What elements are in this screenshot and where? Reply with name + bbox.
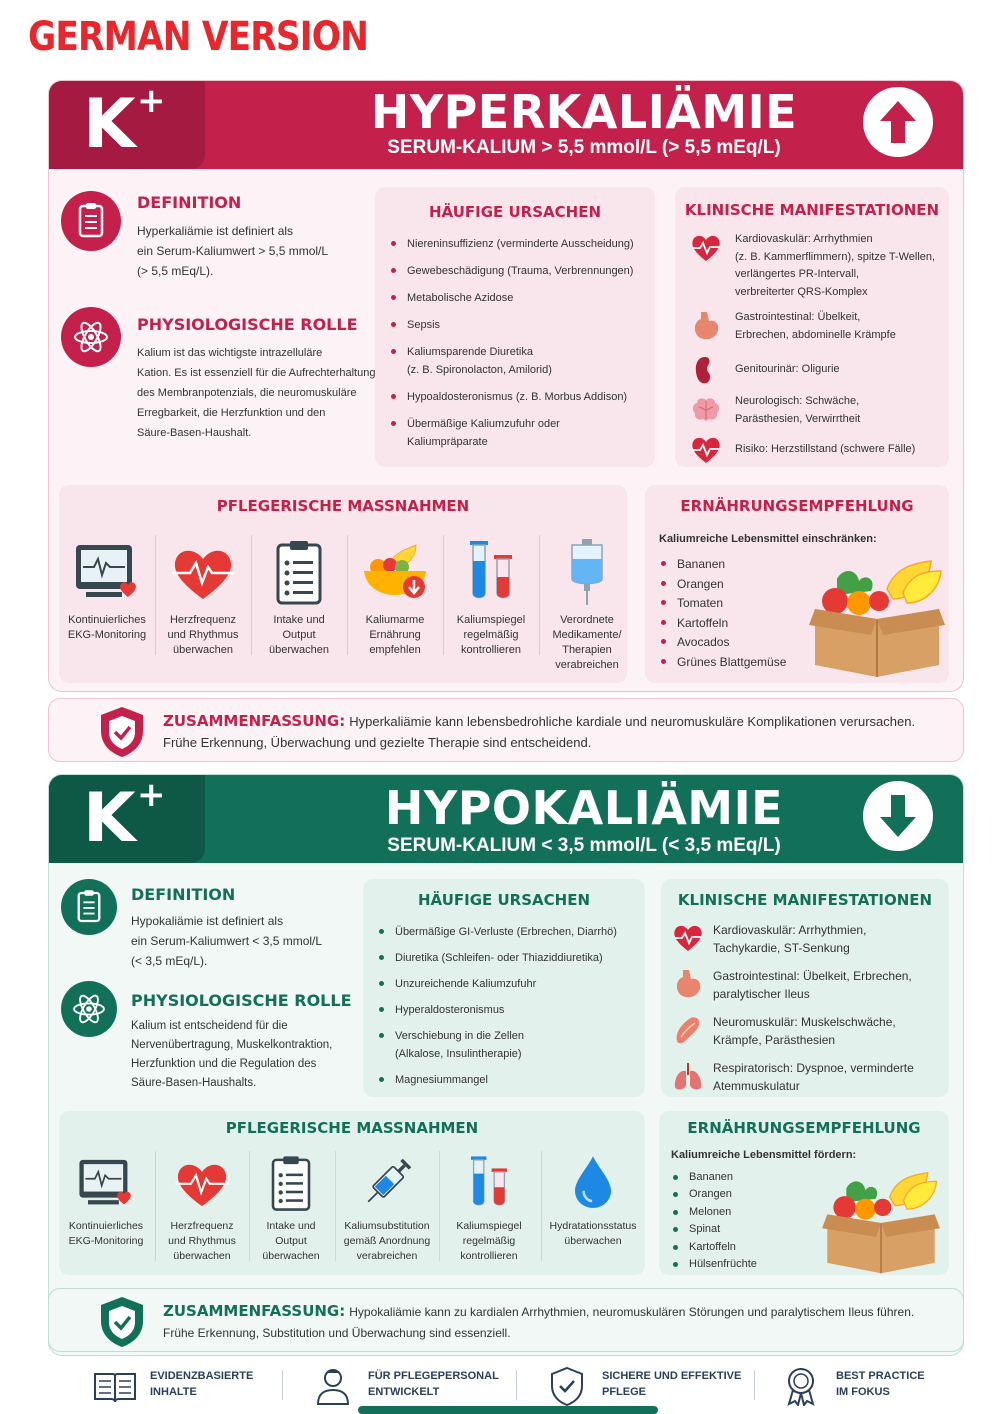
hypo-definition-text: Hypokaliämie ist definiert als ein Serum-Kaliumwert < 3,5 mmol/L (< 3,5 mEq/L). [131,914,323,968]
divider [516,1370,517,1400]
hyper-measures-card [59,485,627,683]
ecg-monitor-icon [76,1153,136,1213]
hyper-nutrition-title: ERNÄHRUNGSEMPFEHLUNG [680,497,914,515]
heart-icon [689,231,723,265]
test-tubes-icon [459,1153,519,1213]
hypokalemia-panel [48,774,964,1356]
hypo-causes-card [363,879,645,1097]
hypo-subtitle: SERUM-KALIUM < 3,5 mmol/L (< 3,5 mEq/L) [387,835,781,856]
hyper-clinical-title: KLINISCHE MANIFESTATIONEN [684,201,940,219]
clipboard-icon [264,537,334,607]
hyper-causes-title: HÄUFIGE URSACHEN [429,203,601,221]
hyper-physiology-title: PHYSIOLOGISCHE ROLLE [137,315,358,334]
food-box-icon [817,1171,945,1275]
hyper-physiology-text: Kalium ist das wichtigste intrazelluläre Kation. Es ist essenziell für die Aufrechterhaltung des Membranpotenzials, die neuromuskuläre Erregbarkeit, die Herzfunktion und den Säure-Basen-Haushalt. [137,347,376,439]
measure-item: Kaliumarme Ernährung empfehlen [347,529,443,679]
list-item: Unzureichende Kaliumzufuhr [375,975,641,993]
hypo-definition-title: DEFINITION [131,885,236,904]
water-drop-icon [563,1153,623,1213]
measure-item: Kaliumspiegel regelmäßig kontrollieren [439,1145,539,1295]
hyper-clinical-card: KLINISCHE MANIFESTATIONEN Kardiovaskulär: Arrhythmien (z. B. Kammerflimmern), spitze T-Wellen, verlängertes PR-Intervall, verbreiterter QRS-Komplex Gastrointestinal: Übelkeit, Erbrechen, abdominelle Krämpfe Genitourinär: Oligurie Neurologisch: Schwäche, Parästhesien, Verwirrtheit Risiko: Herzstillstand (schwere Fälle) [675,187,949,467]
brain-icon [689,393,723,427]
arrow-up-icon [863,87,933,157]
list-item: Übermäßige GI-Verluste (Erbrechen, Diarrhö) [375,923,641,941]
list-item: Übermäßige Kaliumzufuhr oder Kaliumpräparate [387,415,649,451]
k-superscript: + [137,775,166,815]
list-item: Bananen [657,555,807,575]
measure-item: Herzfrequenz und Rhythmus überwachen [155,529,251,679]
heart-rhythm-icon [172,1153,232,1213]
list-item: Avocados [657,633,807,653]
measure-item: Intake und Output überwachen [249,1145,333,1295]
hypo-measures-card [59,1111,645,1275]
measure-item: Kaliumsubstitution gemäß Anordnung verabreichen [335,1145,439,1295]
hyper-causes-card [375,187,655,467]
list-item: Gewebeschädigung (Trauma, Verbrennungen) [387,262,649,280]
hyper-definition-text: Hyperkaliämie ist definiert als ein Serum-Kaliumwert > 5,5 mmol/L (> 5,5 mEq/L). [137,224,329,278]
version-label: GERMAN VERSION [28,14,369,60]
hypo-summary [48,1288,964,1352]
footer-accent-bar [358,1406,658,1414]
hypo-nutrition-card [659,1111,949,1275]
syringe-icon [357,1153,417,1213]
book-icon [92,1366,138,1406]
arrow-down-icon [863,781,933,851]
measure-item: Intake und Output überwachen [251,529,347,679]
list-item: Kartoffeln [657,614,807,634]
clipboard-icon [61,879,117,935]
shield-check-icon [95,1293,149,1349]
atom-icon [61,307,121,367]
hypo-title: HYPOKALIÄMIE [384,781,784,835]
test-tubes-icon [456,537,526,607]
footer: EVIDENZBASIERTE INHALTE FÜR PFLEGEPERSONAL ENTWICKELT SICHERE UND EFFEKTIVE PFLEGE BEST PRACTICE IM FOKUS [48,1362,964,1414]
ecg-monitor-icon [72,537,142,607]
lungs-icon [671,1059,705,1093]
hypo-summary-text: ZUSAMMENFASSUNG: Hypokaliämie kann zu kardialen Arrhythmien, neuromuskulären Störungen und paralytischem Ileus führen. Frühe Erkennung, Substitution und Überwachung sind essenziell. [163,1302,915,1340]
list-item: Bananen [669,1169,809,1186]
list-item: Tomaten [657,594,807,614]
measure-item: Herzfrequenz und Rhythmus überwachen [155,1145,249,1295]
measure-item: Hydratationsstatus überwachen [541,1145,645,1295]
list-item: Melonen [669,1204,809,1221]
list-item: Magnesiummangel [375,1071,641,1089]
hyper-header [49,81,963,169]
list-item: Kaliumsparende Diuretika (z. B. Spironolacton, Amilorid) [387,343,649,379]
award-icon [778,1366,824,1406]
heart-icon [671,921,705,955]
hyper-causes-list [387,235,649,451]
list-item: Kartoffeln [669,1239,809,1256]
hyper-nutrition-intro: Kaliumreiche Lebensmittel einschränken: [659,533,877,545]
hyperkalemia-panel [48,80,964,692]
hypo-header [49,775,963,863]
list-item: Orangen [657,575,807,595]
kidney-icon [689,353,723,387]
nurse-icon [310,1366,356,1406]
list-item: Grünes Blattgemüse [657,653,807,673]
iv-bag-icon [552,537,622,607]
hypo-k-badge [49,775,205,863]
list-item: Hyperaldosteronismus [375,1001,641,1019]
measure-item: Kontinuierliches EKG-Monitoring [59,1145,153,1295]
hypo-measures-title: PFLEGERISCHE MASSNAHMEN [225,1119,479,1137]
hyper-subtitle: SERUM-KALIUM > 5,5 mmol/L (> 5,5 mEq/L) [387,137,781,158]
hyper-summary [48,698,964,762]
food-box-icon [807,559,947,679]
list-item: Hypoaldosteronismus (z. B. Morbus Addison) [387,388,649,406]
measure-item: Kontinuierliches EKG-Monitoring [59,529,155,679]
muscle-icon [671,1013,705,1047]
list-item: Metabolische Azidose [387,289,649,307]
hypo-nutrition-title: ERNÄHRUNGSEMPFEHLUNG [687,1119,921,1137]
list-item: Orangen [669,1186,809,1203]
hyper-title: HYPERKALIÄMIE [370,85,798,139]
list-item: Hülsenfrüchte [669,1256,809,1273]
measure-item: Verordnete Medikamente/ Therapien verabreichen [539,529,635,679]
atom-icon [61,981,117,1037]
hyper-summary-text: ZUSAMMENFASSUNG: Hyperkaliämie kann lebensbedrohliche kardiale und neuromuskuläre Komplikationen verursachen. Frühe Erkennung, Überwachung und gezielte Therapie sind entscheidend. [163,712,916,750]
k-superscript: + [137,81,166,121]
hyper-definition-title: DEFINITION [137,193,242,212]
list-item: Diuretika (Schleifen- oder Thiaziddiuretika) [375,949,641,967]
k-symbol: K [83,85,136,164]
hyper-k-badge [49,81,205,169]
stomach-icon [689,309,723,343]
hypo-nutrition-intro: Kaliumreiche Lebensmittel fördern: [671,1149,857,1161]
hypo-clinical-card: KLINISCHE MANIFESTATIONEN Kardiovaskulär: Arrhythmien, Tachykardie, ST-Senkung Gastrointestinal: Übelkeit, Erbrechen, paralytischer Ileus Neuromuskulär: Muskelschwäche, Krämpfe, Parästhesien Respiratorisch: Dyspnoe, verminderte Atemmuskulatur [661,879,949,1097]
heart-rhythm-icon [168,537,238,607]
clipboard-icon [61,191,121,251]
divider [282,1370,283,1400]
measure-item: Kaliumspiegel regelmäßig kontrollieren [443,529,539,679]
list-item: Verschiebung in die Zellen (Alkalose, Insulintherapie) [375,1027,641,1063]
hypo-physiology-text: Kalium ist entscheidend für die Nervenübertragung, Muskelkontraktion, Herzfunktion und die Regulation des Säure-Basen-Haushalts. [131,1020,333,1089]
heart-icon [689,433,723,467]
fruit-bowl-down-icon [360,537,430,607]
hyper-measures-title: PFLEGERISCHE MASSNAHMEN [216,497,470,515]
hypo-clinical-title: KLINISCHE MANIFESTATIONEN [677,891,933,909]
hypo-physiology-title: PHYSIOLOGISCHE ROLLE [131,991,352,1010]
hyper-nutrition-card [645,485,949,683]
list-item: Niereninsuffizienz (verminderte Ausscheidung) [387,235,649,253]
hyper-nutrition-list [657,555,807,673]
hypo-causes-list [375,923,641,1089]
k-symbol: K [83,779,136,858]
clipboard-icon [261,1153,321,1213]
shield-check-icon [544,1366,590,1406]
shield-check-icon [95,703,149,759]
divider [754,1370,755,1400]
list-item: Spinat [669,1221,809,1238]
hypo-causes-title: HÄUFIGE URSACHEN [418,891,590,909]
list-item: Sepsis [387,316,649,334]
stomach-icon [671,967,705,1001]
hypo-nutrition-list [669,1169,809,1273]
